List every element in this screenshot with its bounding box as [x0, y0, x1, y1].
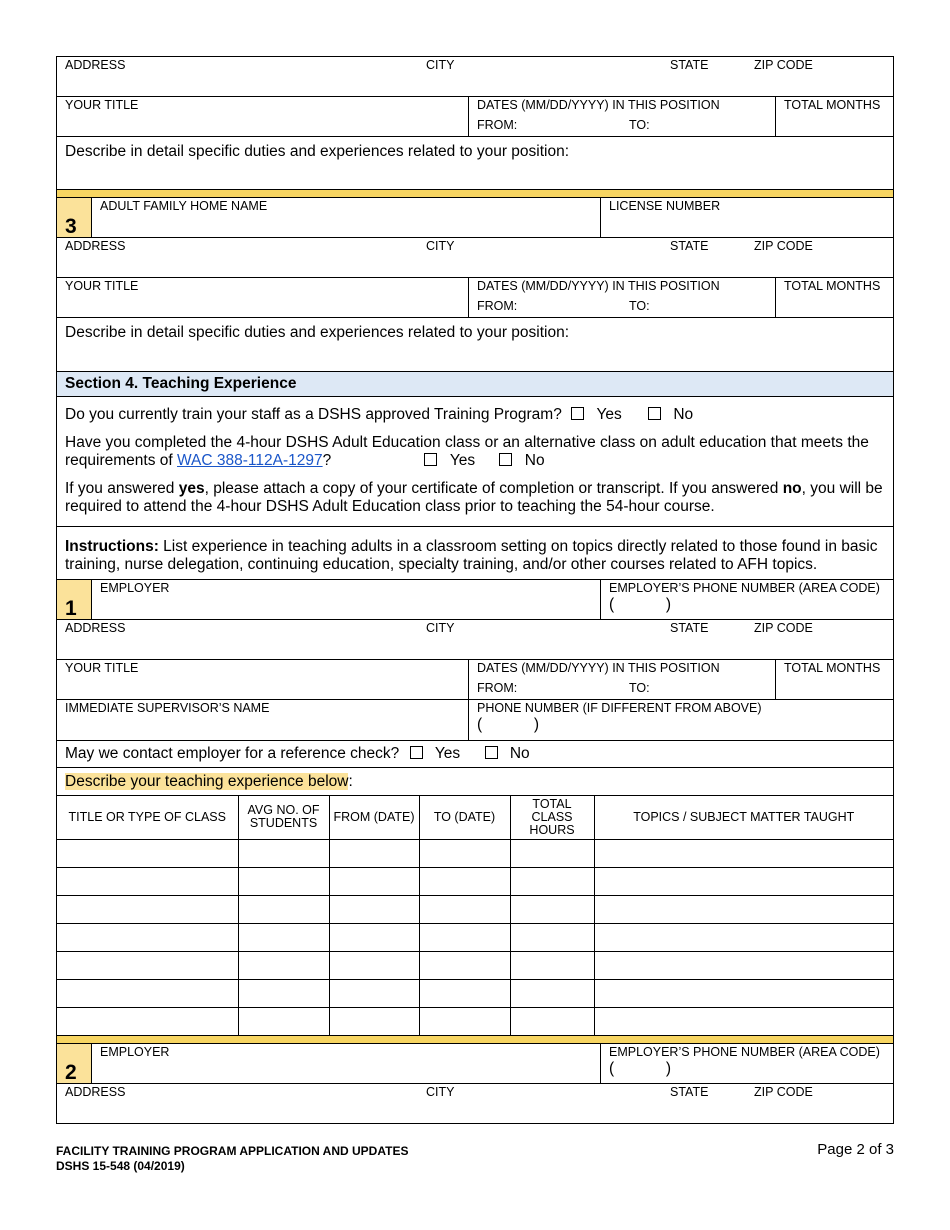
reference-yes-checkbox[interactable]: [410, 746, 423, 759]
area-code-parens: ( ): [477, 716, 539, 733]
table-header-cell: AVG NO. OF STUDENTS: [238, 796, 329, 839]
state-label: STATE: [670, 58, 709, 72]
table-cell[interactable]: [419, 895, 510, 923]
describe-teaching-colon: :: [348, 772, 353, 790]
title-dates-row: [57, 97, 893, 137]
table-cell[interactable]: [238, 923, 329, 951]
your-title-label: YOUR TITLE: [65, 661, 139, 675]
block-number-1: 1: [57, 580, 92, 619]
state-label: STATE: [670, 239, 709, 253]
your-title-label: YOUR TITLE: [65, 98, 139, 112]
area-code-parens: ( ): [609, 596, 671, 613]
table-cell[interactable]: [329, 979, 419, 1007]
afh-row-3: [57, 198, 893, 238]
from-label: FROM:: [477, 299, 518, 313]
area-code-parens: ( ): [609, 1059, 671, 1077]
address-label: ADDRESS: [65, 239, 126, 253]
yes-label: Yes: [596, 406, 622, 423]
table-cell[interactable]: [510, 839, 594, 867]
table-header-cell: FROM (DATE): [329, 796, 419, 839]
table-row: [57, 839, 893, 867]
dates-label: DATES (MM/DD/YYYY) IN THIS POSITION: [477, 279, 720, 293]
total-months-field[interactable]: [776, 660, 893, 699]
address-row[interactable]: [57, 1084, 893, 1124]
table-cell[interactable]: [238, 951, 329, 979]
table-cell[interactable]: [594, 923, 893, 951]
table-cell[interactable]: [594, 839, 893, 867]
describe-duties-label: Describe in detail specific duties and experiences related to your position:: [65, 324, 570, 341]
dates-label: DATES (MM/DD/YYYY) IN THIS POSITION: [477, 661, 720, 675]
employer-phone-label: EMPLOYER’S PHONE NUMBER (AREA CODE): [609, 581, 880, 595]
license-number-field[interactable]: [601, 198, 893, 237]
no-label: No: [673, 406, 694, 423]
zip-label: ZIP CODE: [754, 239, 813, 253]
divider-bar: [57, 190, 893, 198]
your-title-field[interactable]: [57, 278, 469, 317]
adult-education-no-checkbox[interactable]: [499, 453, 512, 466]
total-months-field[interactable]: [776, 97, 893, 136]
table-cell[interactable]: [57, 979, 238, 1007]
supervisor-phone-field[interactable]: [469, 700, 893, 740]
supervisor-name-label: IMMEDIATE SUPERVISOR’S NAME: [65, 701, 270, 715]
supervisor-phone-label: PHONE NUMBER (IF DIFFERENT FROM ABOVE): [477, 701, 762, 715]
table-header-cell: TOTAL CLASS HOURS: [510, 796, 594, 839]
table-cell[interactable]: [329, 839, 419, 867]
table-cell[interactable]: [238, 867, 329, 895]
table-cell[interactable]: [57, 839, 238, 867]
describe-duties-field[interactable]: [57, 137, 893, 190]
table-header-row: [57, 796, 893, 839]
answer-text-a: If you answered: [65, 480, 179, 497]
block-number-2: 2: [57, 1044, 92, 1083]
table-cell[interactable]: [238, 839, 329, 867]
table-cell[interactable]: [329, 867, 419, 895]
table-cell[interactable]: [594, 951, 893, 979]
instructions-label: Instructions:: [65, 538, 159, 555]
address-row[interactable]: [57, 238, 893, 278]
reference-check-question: May we contact employer for a reference check?: [65, 745, 400, 762]
table-row: [57, 895, 893, 923]
to-label: TO:: [629, 118, 650, 132]
total-months-field[interactable]: [776, 278, 893, 317]
instructions-text: List experience in teaching adults in a classroom setting on topics directly related to those found in basic training, nurse delegation, continuing education, specialty training, and/or other courses related to AFH topics.: [65, 538, 878, 573]
title-dates-row: [57, 660, 893, 700]
answer-text-e: , you will be required to attend the 4-hour DSHS Adult Education class prior to teaching the 54-hour course.: [65, 480, 883, 515]
table-row: [57, 979, 893, 1007]
table-cell[interactable]: [594, 1007, 893, 1035]
table-header-cell: TO (DATE): [419, 796, 510, 839]
answer-instructions: [57, 480, 893, 516]
describe-duties-field[interactable]: [57, 318, 893, 372]
footer-form-title: FACILITY TRAINING PROGRAM APPLICATION AND UPDATES: [56, 1144, 409, 1158]
zip-label: ZIP CODE: [754, 621, 813, 635]
zip-label: ZIP CODE: [754, 1084, 813, 1099]
table-cell[interactable]: [57, 895, 238, 923]
question-mark: ?: [322, 452, 332, 469]
section-4-header: Section 4. Teaching Experience: [57, 372, 893, 397]
table-cell[interactable]: [419, 1007, 510, 1035]
adult-education-question-text: Have you completed the 4-hour DSHS Adult Education class or an alternative class on adult education that meets the requirements of: [65, 434, 869, 469]
city-label: CITY: [426, 58, 455, 72]
adult-education-question: [57, 434, 893, 470]
wac-link[interactable]: WAC 388-112A-1297: [177, 452, 323, 469]
your-title-field[interactable]: [57, 97, 469, 136]
application-form: [56, 56, 894, 1124]
your-title-field[interactable]: [57, 660, 469, 699]
yes-label: Yes: [449, 452, 476, 469]
instructions-block: [57, 527, 893, 580]
total-months-label: TOTAL MONTHS: [784, 98, 881, 112]
table-row: [57, 1007, 893, 1035]
supervisor-row: [57, 700, 893, 741]
to-label: TO:: [629, 299, 650, 313]
table-cell[interactable]: [329, 923, 419, 951]
employer-phone-field[interactable]: [601, 580, 893, 619]
training-program-yes-checkbox[interactable]: [571, 407, 584, 420]
to-label: TO:: [629, 681, 650, 695]
employer-phone-label: EMPLOYER’S PHONE NUMBER (AREA CODE): [609, 1044, 880, 1059]
employer-phone-field[interactable]: [601, 1044, 893, 1083]
total-months-label: TOTAL MONTHS: [784, 279, 881, 293]
table-cell[interactable]: [329, 1007, 419, 1035]
reference-check-row: [57, 741, 893, 768]
describe-duties-label: Describe in detail specific duties and experiences related to your position:: [65, 143, 570, 160]
table-cell[interactable]: [594, 979, 893, 1007]
address-row[interactable]: [57, 620, 893, 660]
table-cell[interactable]: [510, 895, 594, 923]
dates-field[interactable]: [469, 660, 776, 699]
state-label: STATE: [670, 621, 709, 635]
afh-name-label: ADULT FAMILY HOME NAME: [100, 199, 268, 213]
table-row: [57, 923, 893, 951]
answer-no-bold: no: [782, 480, 802, 497]
from-label: FROM:: [477, 681, 518, 695]
address-label: ADDRESS: [65, 58, 126, 72]
city-label: CITY: [426, 239, 455, 253]
describe-teaching-row: [57, 768, 893, 796]
table-cell[interactable]: [57, 923, 238, 951]
dates-field[interactable]: [469, 278, 776, 317]
answer-text-c: , please attach a copy of your certificate of completion or transcript. If you answered: [204, 480, 783, 497]
adult-education-yes-checkbox[interactable]: [424, 453, 437, 466]
no-label: No: [524, 452, 545, 469]
table-header-cell: TOPICS / SUBJECT MATTER TAUGHT: [594, 796, 893, 839]
table-cell[interactable]: [419, 979, 510, 1007]
table-cell[interactable]: [594, 895, 893, 923]
zip-label: ZIP CODE: [754, 58, 813, 72]
footer-form-number: DSHS 15-548 (04/2019): [56, 1159, 185, 1173]
questions-block: [57, 397, 893, 527]
employer-label: EMPLOYER: [100, 1044, 170, 1059]
total-months-label: TOTAL MONTHS: [784, 661, 881, 675]
table-cell[interactable]: [419, 951, 510, 979]
table-row: [57, 951, 893, 979]
table-cell[interactable]: [510, 1007, 594, 1035]
employer-row-1: [57, 580, 893, 620]
training-program-question: [57, 406, 893, 424]
table-cell[interactable]: [510, 867, 594, 895]
block-number-3: 3: [57, 198, 92, 237]
page-number: Page 2 of 3: [817, 1141, 894, 1158]
table-cell[interactable]: [57, 867, 238, 895]
table-cell[interactable]: [510, 979, 594, 1007]
answer-yes-bold: yes: [178, 480, 205, 497]
from-label: FROM:: [477, 118, 518, 132]
table-cell[interactable]: [419, 839, 510, 867]
your-title-label: YOUR TITLE: [65, 279, 139, 293]
dates-field[interactable]: [469, 97, 776, 136]
city-label: CITY: [426, 1084, 455, 1099]
table-cell[interactable]: [419, 923, 510, 951]
state-label: STATE: [670, 1084, 709, 1099]
table-cell[interactable]: [238, 1007, 329, 1035]
describe-teaching-label: Describe your teaching experience below: [65, 772, 349, 790]
table-header-cell: TITLE OR TYPE OF CLASS: [57, 796, 238, 839]
employer-label: EMPLOYER: [100, 581, 170, 595]
table-cell[interactable]: [329, 895, 419, 923]
table-cell[interactable]: [594, 867, 893, 895]
divider-bar: [57, 1036, 893, 1044]
table-cell[interactable]: [510, 951, 594, 979]
table-cell[interactable]: [57, 951, 238, 979]
no-label: No: [509, 745, 530, 762]
supervisor-name-field[interactable]: [57, 700, 469, 740]
employer-field[interactable]: [92, 1044, 601, 1083]
table-cell[interactable]: [238, 979, 329, 1007]
table-cell[interactable]: [510, 923, 594, 951]
employer-field[interactable]: [92, 580, 601, 619]
table-cell[interactable]: [329, 951, 419, 979]
city-label: CITY: [426, 621, 455, 635]
dates-label: DATES (MM/DD/YYYY) IN THIS POSITION: [477, 98, 720, 112]
training-program-no-checkbox[interactable]: [648, 407, 661, 420]
address-label: ADDRESS: [65, 621, 126, 635]
license-number-label: LICENSE NUMBER: [609, 199, 721, 213]
table-cell[interactable]: [419, 867, 510, 895]
employer-row-2: [57, 1044, 893, 1084]
table-cell[interactable]: [238, 895, 329, 923]
table-row: [57, 867, 893, 895]
teaching-experience-table: [57, 796, 893, 1036]
yes-label: Yes: [434, 745, 461, 762]
address-label: ADDRESS: [65, 1084, 126, 1099]
afh-name-field[interactable]: [92, 198, 601, 237]
training-program-question-text: Do you currently train your staff as a DSHS approved Training Program?: [65, 406, 562, 423]
reference-no-checkbox[interactable]: [485, 746, 498, 759]
table-cell[interactable]: [57, 1007, 238, 1035]
address-row[interactable]: [57, 57, 893, 97]
title-dates-row: [57, 278, 893, 318]
